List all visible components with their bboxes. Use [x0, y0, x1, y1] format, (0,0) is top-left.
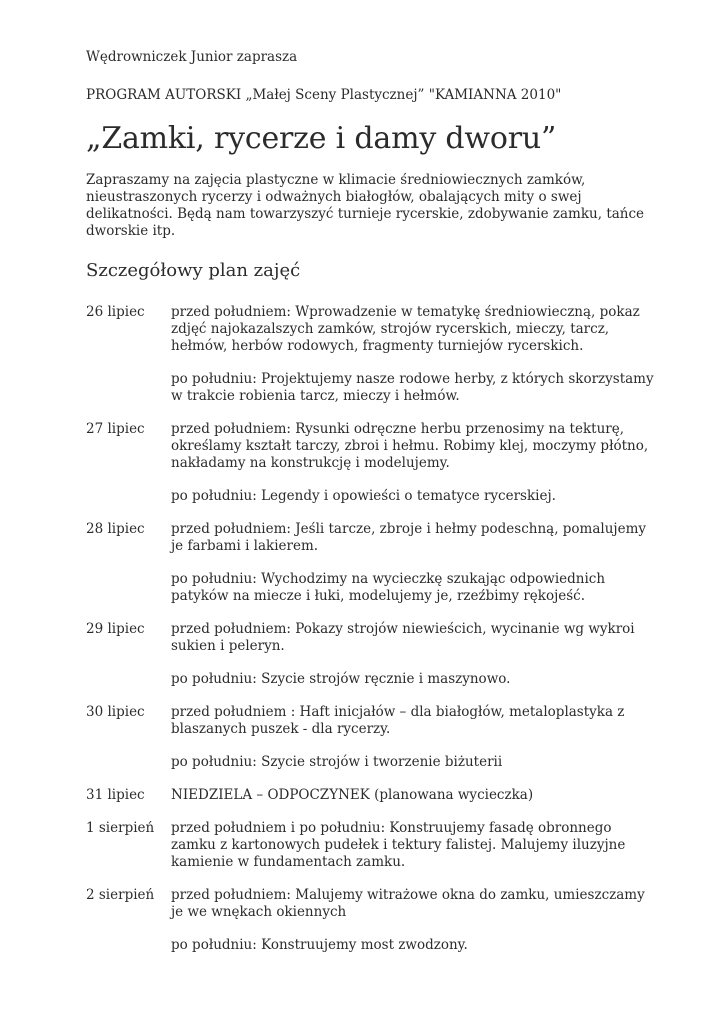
schedule-day-30-lipiec [86, 704, 656, 771]
day-entries [171, 704, 656, 771]
rest-day-entry: NIEDZIELA – ODPOCZYNEK (planowana wycieczka) [171, 787, 534, 803]
afternoon-entry: po południu: Szycie strojów ręcznie i maszynowo. [171, 671, 511, 687]
day-date: 31 lipiec [86, 787, 145, 803]
day-date: 2 sierpień [86, 887, 155, 903]
morning-entry: przed południem: Jeśli tarcze, zbroje i hełmy podeschną, pomalujemy je farbami i lakierem. [171, 521, 647, 554]
schedule [86, 304, 656, 954]
schedule-day-28-lipiec [86, 521, 656, 605]
day-entries [171, 304, 656, 405]
morning-entry: przed południem: Rysunki odręczne herbu przenosimy na tekturę, określamy kształt tarczy, zbroi i hełmu. Robimy klej, moczymy płótno, nakładamy na konstrukcję i modelujemy. [171, 421, 649, 471]
morning-entry: przed południem: Malujemy witrażowe okna do zamku, umieszczamy je we wnękach okiennych [171, 887, 645, 920]
day-date: 30 lipiec [86, 704, 145, 720]
afternoon-entry: po południu: Konstruujemy most zwodzony. [171, 937, 468, 953]
afternoon-entry: po południu: Szycie strojów i tworzenie biżuterii [171, 754, 503, 770]
schedule-day-31-lipiec [86, 787, 656, 804]
invitation-line: Wędrowniczek Junior zaprasza [86, 49, 298, 65]
day-date: 27 lipiec [86, 421, 145, 437]
day-entries [171, 521, 656, 605]
afternoon-entry: po południu: Projektujemy nasze rodowe herby, z których skorzystamy w trakcie robienia tarcz, mieczy i hełmów. [171, 371, 654, 404]
morning-entry: przed południem : Haft inicjałów – dla białogłów, metaloplastyka z blaszanych puszek - dla rycerzy. [171, 704, 625, 737]
day-entries [171, 820, 656, 871]
schedule-day-1-sierpien [86, 820, 656, 871]
day-date: 26 lipiec [86, 304, 145, 320]
day-entries [171, 421, 656, 505]
document-page [86, 48, 656, 954]
morning-entry: przed południem: Pokazy strojów niewieścich, wycinanie wg wykroi sukien i peleryn. [171, 621, 635, 654]
day-entries [171, 887, 656, 954]
schedule-day-2-sierpien [86, 887, 656, 954]
schedule-day-27-lipiec [86, 421, 656, 505]
intro-paragraph: Zapraszamy na zajęcia plastyczne w klimacie średniowiecznych zamków, nieustraszonych rycerzy i odważnych białogłów, obalających mity o swej delikatności. Będą nam towarzyszyć turnieje rycerskie, zdobywanie zamku, tańce dworskie itp. [86, 172, 645, 239]
page-title: „Zamki, rycerze i damy dworu” [86, 121, 557, 156]
day-date: 1 sierpień [86, 820, 155, 836]
schedule-day-26-lipiec [86, 304, 656, 405]
schedule-heading: Szczegółowy plan zajęć [86, 260, 301, 281]
schedule-day-29-lipiec [86, 621, 656, 688]
day-date: 29 lipiec [86, 621, 145, 637]
program-line: PROGRAM AUTORSKI „Małej Sceny Plastycznej” "KAMIANNA 2010" [86, 87, 562, 103]
afternoon-entry: po południu: Legendy i opowieści o tematyce rycerskiej. [171, 488, 556, 504]
day-entries [171, 621, 656, 688]
afternoon-entry: po południu: Wychodzimy na wycieczkę szukając odpowiednich patyków na miecze i łuki, modelujemy je, rzeźbimy rękojeść. [171, 571, 606, 604]
day-date: 28 lipiec [86, 521, 145, 537]
day-entries [171, 787, 656, 804]
all-day-entry: przed południem i po południu: Konstruujemy fasadę obronnego zamku z kartonowych pudełek i tektury falistej. Malujemy iluzyjne kamienie w fundamentach zamku. [171, 820, 626, 870]
morning-entry: przed południem: Wprowadzenie w tematykę średniowieczną, pokaz zdjęć najokazalszych zamków, strojów rycerskich, mieczy, tarcz, hełmów, herbów rodowych, fragmenty turniejów rycerskich. [171, 304, 640, 354]
